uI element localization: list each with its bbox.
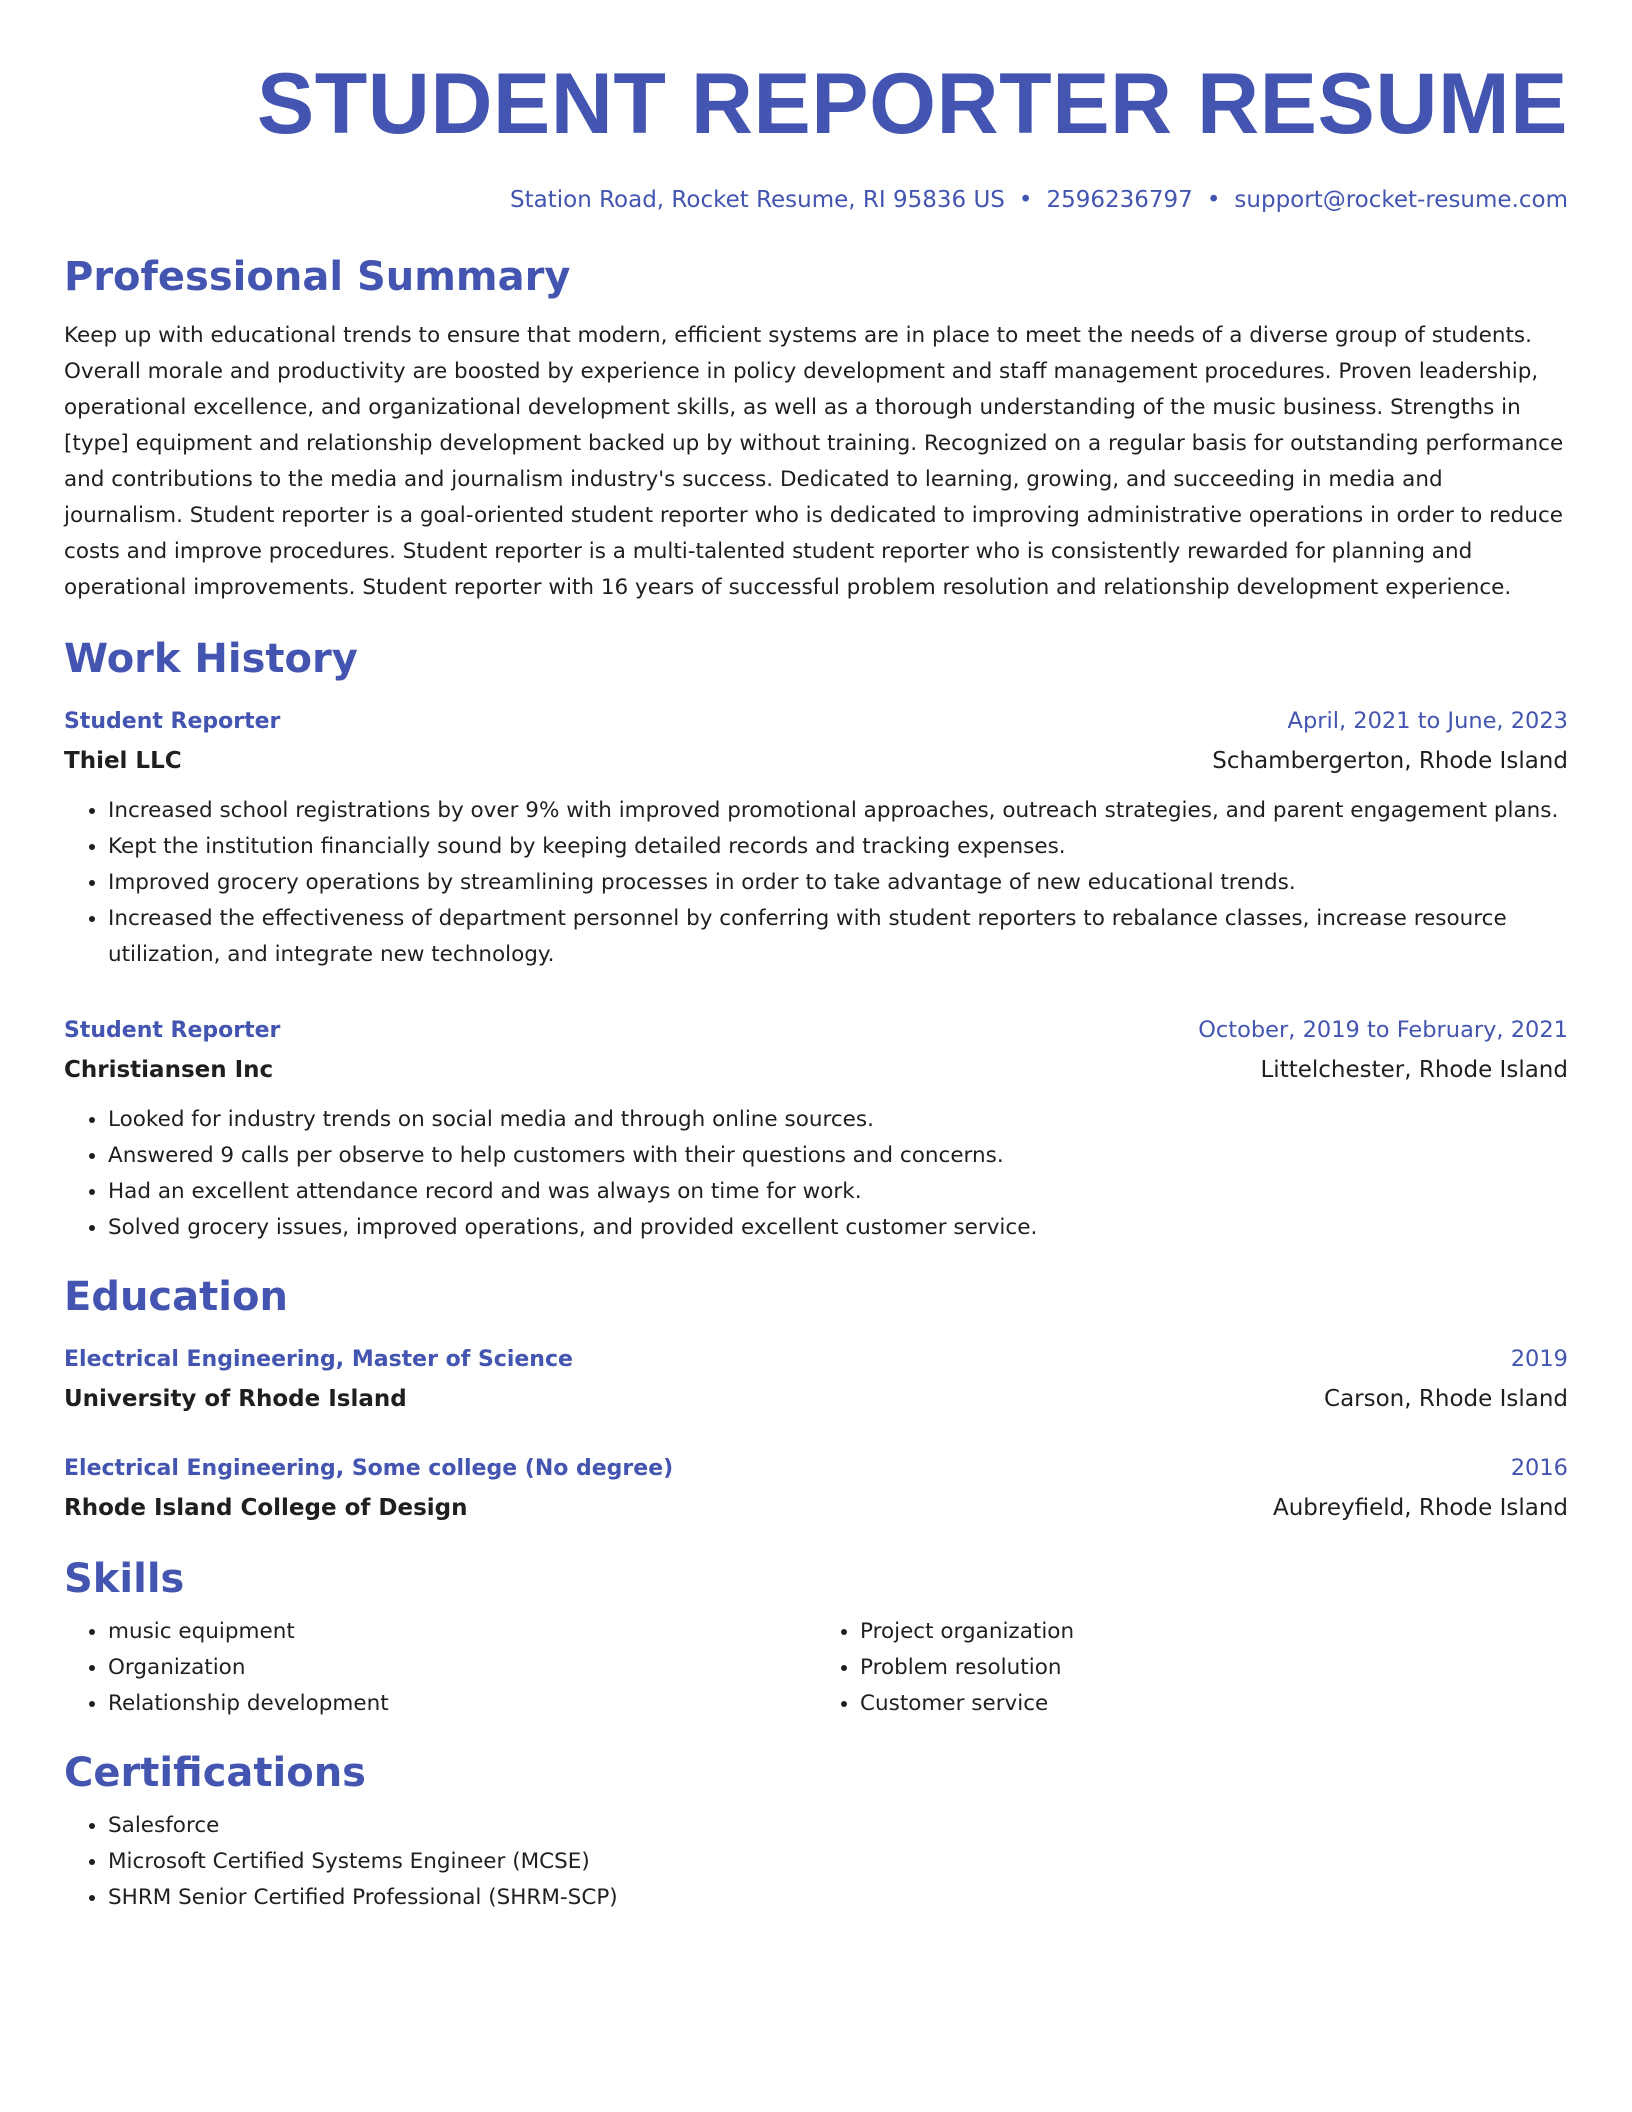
education-section [64, 1272, 1568, 1528]
job-company: Christiansen Inc [64, 1057, 274, 1083]
skill-item: • Relationship development [108, 1686, 816, 1722]
resume-header [64, 56, 1568, 216]
job-bullets [64, 1102, 1568, 1246]
skills-grid [64, 1614, 1568, 1722]
work-history-heading: Work History [64, 636, 358, 682]
resume-title: STUDENT REPORTER RESUME [256, 56, 1568, 152]
certifications-section [64, 1748, 1568, 1916]
skill-item: • music equipment [108, 1614, 816, 1650]
skill-item: • Project organization [860, 1614, 1568, 1650]
skills-section [64, 1554, 1568, 1722]
contact-separator: • [1206, 187, 1221, 213]
list-item: • Increased school registrations by over 9% with improved promotional approaches, outreach strategies, and parent engagement plans. [108, 793, 1568, 829]
contact-email: support@rocket-resume.com [1234, 187, 1568, 213]
education-entry [64, 1340, 1568, 1419]
skills-column-left [64, 1614, 816, 1722]
list-item: • Improved grocery operations by streamlining processes in order to take advantage of new educational trends. [108, 865, 1568, 901]
skill-item: • Organization [108, 1650, 816, 1686]
contact-address: Station Road, Rocket Resume, RI 95836 US [510, 187, 1005, 213]
education-location: Carson, Rhode Island [1324, 1386, 1568, 1412]
certification-item: • SHRM Senior Certified Professional (SHRM-SCP) [108, 1880, 1568, 1916]
summary-section [64, 252, 1568, 606]
education-year: 2019 [1510, 1346, 1568, 1372]
contact-separator: • [1018, 187, 1033, 213]
job-location: Littelchester, Rhode Island [1260, 1057, 1568, 1083]
list-item: • Increased the effectiveness of department personnel by conferring with student reporters to rebalance classes, increase resource utilization, and integrate new technology. [108, 901, 1568, 973]
job-dates: April, 2021 to June, 2023 [1287, 708, 1568, 734]
certifications-heading: Certifications [64, 1750, 366, 1796]
education-school: University of Rhode Island [64, 1386, 407, 1412]
education-degree: Electrical Engineering, Master of Science [64, 1347, 573, 1372]
job-company: Thiel LLC [64, 748, 182, 774]
job-role: Student Reporter [64, 1018, 281, 1043]
education-entry [64, 1449, 1568, 1528]
list-item: • Kept the institution financially sound by keeping detailed records and tracking expenses. [108, 829, 1568, 865]
contact-line [64, 184, 1568, 216]
skills-column-right [816, 1614, 1568, 1722]
job-entry [64, 702, 1568, 973]
education-heading: Education [64, 1274, 288, 1320]
certifications-list [64, 1808, 1568, 1916]
job-dates: October, 2019 to February, 2021 [1198, 1017, 1568, 1043]
skill-item: • Customer service [860, 1686, 1568, 1722]
certification-item: • Salesforce [108, 1808, 1568, 1844]
job-role: Student Reporter [64, 709, 281, 734]
skills-heading: Skills [64, 1556, 185, 1602]
list-item: • Solved grocery issues, improved operations, and provided excellent customer service. [108, 1210, 1568, 1246]
job-location: Schambergerton, Rhode Island [1212, 748, 1568, 774]
summary-heading: Professional Summary [64, 254, 571, 300]
list-item: • Looked for industry trends on social media and through online sources. [108, 1102, 1568, 1138]
list-item: • Answered 9 calls per observe to help customers with their questions and concerns. [108, 1138, 1568, 1174]
education-year: 2016 [1510, 1455, 1568, 1481]
contact-phone: 2596236797 [1046, 187, 1193, 213]
certification-item: • Microsoft Certified Systems Engineer (MCSE) [108, 1844, 1568, 1880]
skill-item: • Problem resolution [860, 1650, 1568, 1686]
summary-text: Keep up with educational trends to ensure that modern, efficient systems are in place to meet the needs of a diverse group of students. Overall morale and productivity are boosted by experience in policy development and staff management procedures. Proven leadership, operational excellence, and organizational development skills, as well as a thorough understanding of the music business. Strengths in [type] equipment and relationship development backed up by without training. Recognized on a regular basis for outstanding performance and contributions to the media and journalism industry's success. Dedicated to learning, growing, and succeeding in media and journalism. Student reporter is a goal-oriented student reporter who is dedicated to improving administrative operations in order to reduce costs and improve procedures. Student reporter is a multi-talented student reporter who is consistently rewarded for planning and operational improvements. Student reporter with 16 years of successful problem resolution and relationship development experience. [64, 323, 1564, 600]
list-item: • Had an excellent attendance record and was always on time for work. [108, 1174, 1568, 1210]
education-degree: Electrical Engineering, Some college (No degree) [64, 1456, 674, 1481]
job-entry [64, 1011, 1568, 1246]
education-location: Aubreyfield, Rhode Island [1273, 1495, 1568, 1521]
education-school: Rhode Island College of Design [64, 1495, 468, 1521]
job-bullets [64, 793, 1568, 973]
work-history-section [64, 634, 1568, 1246]
